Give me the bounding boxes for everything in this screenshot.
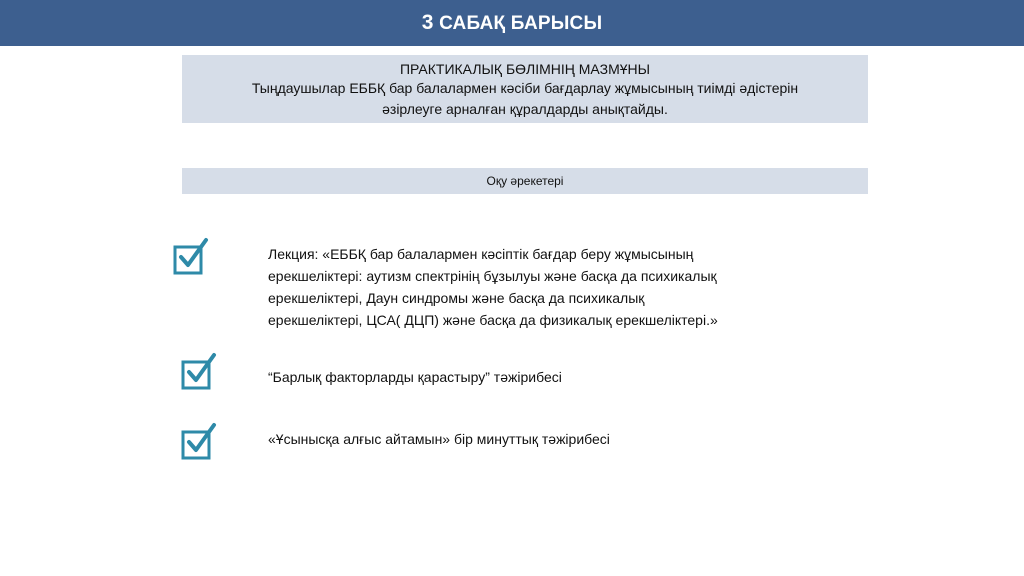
slide-title-text: САБАҚ БАРЫСЫ <box>439 13 603 34</box>
slide-number: 3 <box>421 11 434 34</box>
slide-header <box>0 0 1024 46</box>
activity-lecture-line-2: ерекшеліктері: аутизм спектрінің бұзылуы және басқа да психикалық <box>268 268 717 284</box>
activity-factors-text: “Барлық факторларды қарастыру” тәжірибесі <box>268 369 562 385</box>
checkbox-check-icon <box>173 237 209 275</box>
activity-thanks-text: «Ұсынысқа алғыс айтамын» бір минуттық тәжірибесі <box>268 431 610 447</box>
checkbox-check-icon <box>181 352 217 390</box>
practical-heading: ПРАКТИКАЛЫҚ БӨЛІМНІҢ МАЗМҰНЫ <box>399 61 651 77</box>
slide-title <box>422 11 603 35</box>
activity-lecture-line-1: Лекция: «ЕББҚ бар балалармен кәсіптік бағдар беру жұмысының <box>268 246 694 262</box>
activity-lecture-line-4: ерекшеліктері, ЦСА( ДЦП) және басқа да физикалық ерекшеліктері.» <box>268 312 718 328</box>
activity-lecture-line-3: ерекшеліктері, Даун синдромы және басқа да психикалық <box>268 290 645 306</box>
checkbox-check-icon <box>181 422 217 460</box>
activities-label-box <box>182 168 868 194</box>
practical-section-box <box>182 55 868 123</box>
activities-label: Оқу әрекетері <box>486 174 564 188</box>
activity-lecture-text <box>268 243 848 331</box>
practical-description-line-2: әзірлеуге арналған құралдарды анықтайды. <box>382 101 668 117</box>
practical-description-line-1: Тыңдаушылар ЕББҚ бар балалармен кәсіби бағдарлау жұмысының тиімді әдістерін <box>251 80 799 96</box>
